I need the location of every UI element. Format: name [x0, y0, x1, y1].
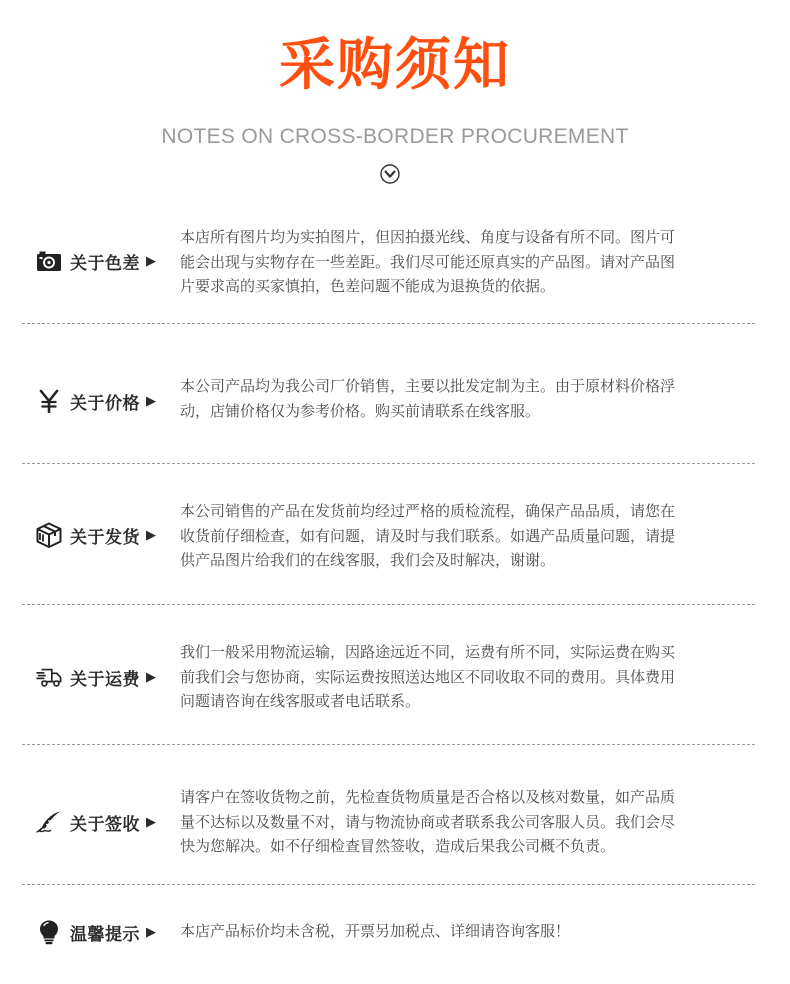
- section-description: [180, 640, 740, 714]
- section-signing: [22, 745, 755, 885]
- description-line: 本公司销售的产品在发货前均经过严格的质检流程，确保产品品质，请您在: [180, 502, 676, 520]
- page-subtitle: NOTES ON CROSS-BORDER PROCUREMENT: [161, 125, 629, 148]
- section-label-text: 关于价格: [70, 393, 140, 414]
- camera-icon: [36, 248, 62, 274]
- description-line: 能会出现与实物存在一些差距。我们尽可能还原真实的产品图。请对产品图: [180, 252, 676, 271]
- section-label: [36, 663, 156, 691]
- description-line: 动，店铺价格仅为参考价格。购买前请联系在线客服。: [180, 401, 541, 420]
- description-line: 本店产品标价均未含税，开票另加税点、详细请咨询客服！: [180, 922, 571, 940]
- description-line: 片要求高的买家慎拍，色差问题不能成为退换货的依据。: [180, 277, 556, 295]
- section-description: [180, 919, 740, 944]
- package-icon: [36, 522, 62, 548]
- section-label: [36, 247, 156, 275]
- section-label-text: 关于色差: [70, 253, 140, 274]
- section-color-difference: [22, 206, 755, 324]
- description-line: 收货前仔细检查，如有问题，请及时与我们联系。如遇产品质量问题，请提: [180, 526, 676, 545]
- page-title: 采购须知: [279, 33, 511, 98]
- description-line: 量不达标以及数量不对，请与物流协商或者联系我公司客服人员。我们会尽: [180, 812, 676, 831]
- play-arrow-icon: ▶: [146, 393, 156, 409]
- section-description: [180, 374, 740, 423]
- section-label: [36, 521, 156, 549]
- section-label: [36, 387, 156, 415]
- section-freight: [22, 605, 755, 745]
- section-label: [36, 808, 156, 836]
- section-label-text: 温馨提示: [70, 924, 140, 945]
- delivery-truck-icon: [36, 664, 62, 690]
- chevron-down-circle-icon: [380, 164, 400, 184]
- play-arrow-icon: ▶: [146, 527, 156, 543]
- description-line: 本店所有图片均为实拍图片，但因拍摄光线、角度与设备有所不同。图片可: [180, 228, 676, 246]
- section-label-text: 关于签收: [70, 814, 140, 835]
- section-label-text: 关于运费: [70, 669, 140, 690]
- play-arrow-icon: ▶: [146, 253, 156, 269]
- play-arrow-icon: ▶: [146, 924, 156, 940]
- description-line: 前我们会与您协商，实际运费按照送达地区不同收取不同的费用。具体费用: [180, 667, 676, 686]
- play-arrow-icon: ▶: [146, 669, 156, 685]
- description-line: 请客户在签收货物之前，先检查货物质量是否合格以及核对数量，如产品质: [180, 788, 676, 806]
- section-tip: [22, 885, 755, 984]
- description-line: 我们一般采用物流运输，因路途远近不同，运费有所不同，实际运费在购买: [180, 643, 676, 661]
- description-line: 本公司产品均为我公司厂价销售，主要以批发定制为主。由于原材料价格浮: [180, 377, 676, 395]
- section-label-text: 关于发货: [70, 527, 140, 548]
- yen-icon: [36, 388, 62, 414]
- section-price: [22, 324, 755, 464]
- description-line: 供产品图片给我们的在线客服，我们会及时解决，谢谢。: [180, 551, 556, 569]
- section-description: [180, 225, 740, 299]
- description-line: 快为您解决。如不仔细检查冒然签收，造成后果我公司概不负责。: [180, 837, 616, 855]
- section-description: [180, 785, 740, 859]
- section-label: [36, 918, 156, 946]
- description-line: 问题请咨询在线客服或者电话联系。: [180, 692, 421, 710]
- signature-pen-icon: [36, 809, 62, 835]
- section-description: [180, 499, 740, 573]
- lightbulb-icon: [36, 919, 62, 945]
- play-arrow-icon: ▶: [146, 814, 156, 830]
- section-shipping: [22, 464, 755, 605]
